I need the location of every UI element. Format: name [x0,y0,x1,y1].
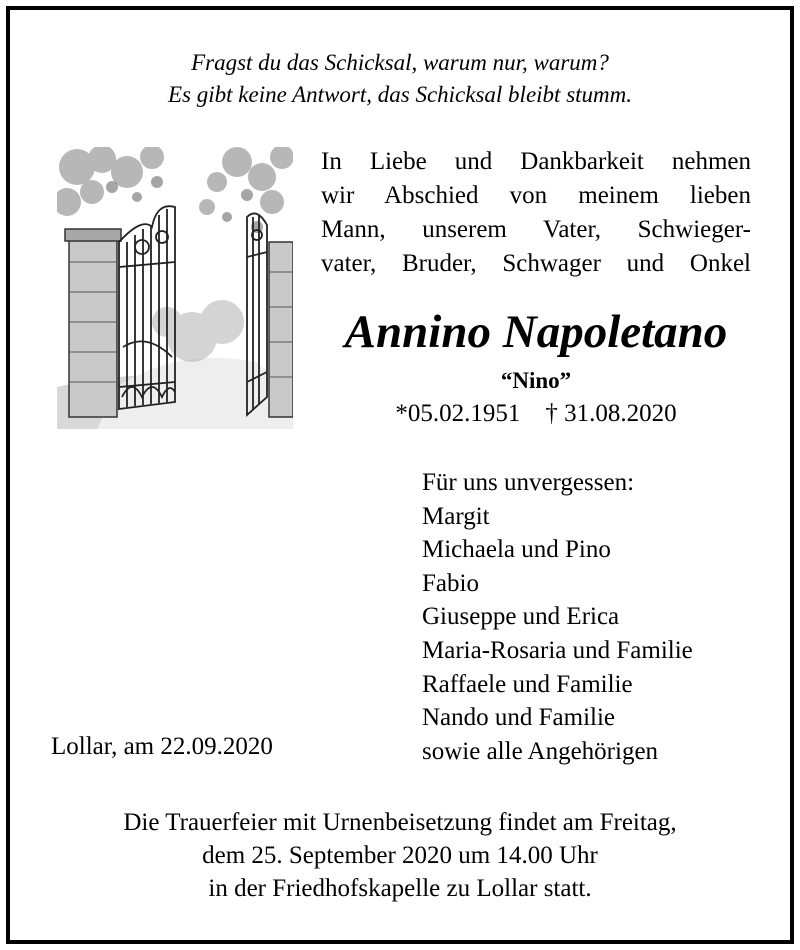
mourner-name: sowie alle Angehörigen [422,737,659,765]
intro-line-2: wir Abschied von meinem lieben [321,182,751,209]
intro-line-3: Mann, unserem Vater, Schwieger- [321,216,751,243]
deceased-dates [321,400,751,428]
service-line-3: in der Friedhofskapelle zu Lollar statt. [208,875,592,902]
service-line-1: Die Trauerfeier mit Urnenbeisetzung findet am Freitag, [123,809,677,836]
quote-line-2: Es gibt keine Antwort, das Schicksal bleibt stumm. [168,82,632,107]
mourner-name: Fabio [422,569,479,597]
mourners-heading: Für uns unvergessen: [422,469,635,496]
deceased-nickname: “Nino” [500,368,572,393]
mourner-name: Michaela und Pino [422,536,611,564]
birth-date: *05.02.1951 [395,400,521,427]
intro-line-1: In Liebe und Dankbarkeit nehmen [321,148,751,175]
place-date: Lollar, am 22.09.2020 [51,733,273,760]
garden-gate-illustration [57,147,293,429]
mourner-name: Margit [422,502,490,530]
mourner-name: Giuseppe und Erica [422,603,620,631]
death-date: † 31.08.2020 [545,400,677,427]
mourner-name: Raffaele und Familie [422,670,633,698]
service-line-2: dem 25. September 2020 um 14.00 Uhr [202,842,598,869]
mourners-list [422,466,782,768]
deceased-name: Annino Napoletano [344,306,728,358]
mourner-name: Maria-Rosaria und Familie [422,636,693,664]
intro-text [321,145,751,281]
intro-line-4: vater, Bruder, Schwager und Onkel [321,250,751,277]
mourner-name: Nando und Familie [422,704,616,732]
quote-line-1: Fragst du das Schicksal, warum nur, warum? [191,50,609,75]
